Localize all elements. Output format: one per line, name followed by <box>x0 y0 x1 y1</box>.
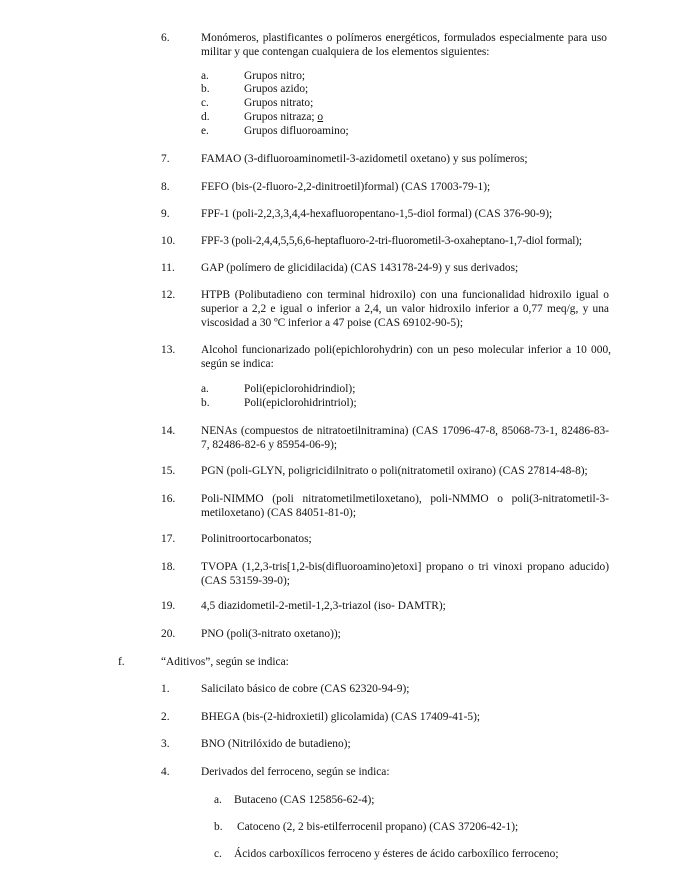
item-6d-text: Grupos nitraza; <box>244 111 315 123</box>
item-6e-text: Grupos difluoroamino; <box>244 125 349 137</box>
item-8-number: 8. <box>161 181 170 193</box>
item-6b-text: Grupos azido; <box>244 83 309 95</box>
item-f4a-text: Butaceno (CAS 125856-62-4); <box>234 794 375 806</box>
item-f3-text: BNO (Nitrilóxido de butadieno); <box>201 738 351 750</box>
item-11-text: GAP (polímero de glicidilacida) (CAS 143178-24-9) y sus derivados; <box>201 262 519 274</box>
item-17-number: 17. <box>161 533 176 545</box>
item-17-text: Polinitroortocarbonatos; <box>201 533 312 545</box>
item-6c-letter: c. <box>201 97 209 109</box>
item-f4c-letter: c. <box>214 848 222 860</box>
item-18-number: 18. <box>161 561 176 573</box>
item-16-number: 16. <box>161 493 176 505</box>
item-f4a-letter: a. <box>214 794 222 806</box>
item-10-text: FPF-3 (poli-2,4,4,5,5,6,6-heptafluoro-2-tri-fluorometil-3-oxaheptano-1,7-diol formal); <box>201 235 582 247</box>
item-11-number: 11. <box>161 262 175 274</box>
item-13-number: 13. <box>161 344 176 356</box>
item-15-text: PGN (poli-GLYN, poligricidilnitrato o poli(nitratometil oxirano) (CAS 27814-48-8); <box>201 465 588 477</box>
item-f4-text: Derivados del ferroceno, según se indica: <box>201 766 390 778</box>
item-f4c-text: Ácidos carboxílicos ferroceno y ésteres de ácido carboxílico ferroceno; <box>234 848 559 860</box>
item-6a-text: Grupos nitro; <box>244 70 306 82</box>
item-13b-letter: b. <box>201 397 210 409</box>
item-12-text: HTPB (Polibutadieno con terminal hidroxilo) con una funcionalidad hidroxilo igual o superior a 2,2 e igual o inferior a 2,4, un valor hidroxilo inferior a 0,77 meq/g, y una viscosidad a 30 ºC inferior a 47 poise (CAS 69102-90-5); <box>201 289 609 329</box>
item-6d-conjunction: o <box>317 111 324 123</box>
item-6-number: 6. <box>161 32 170 44</box>
item-9-text: FPF-1 (poli-2,2,3,3,4,4-hexafluoropentano-1,5-diol formal) (CAS 376-90-9); <box>201 208 553 220</box>
section-f-letter: f. <box>118 656 125 668</box>
item-6a-letter: a. <box>201 70 209 82</box>
item-19-number: 19. <box>161 600 176 612</box>
item-f4-number: 4. <box>161 766 170 778</box>
item-13a-text: Poli(epiclorohidrindiol); <box>244 383 356 395</box>
item-13a-letter: a. <box>201 383 209 395</box>
item-9-number: 9. <box>161 208 170 220</box>
item-f2-text: BHEGA (bis-(2-hidroxietil) glicolamida) (CAS 17409-41-5); <box>201 711 481 723</box>
item-13b-text: Poli(epiclorohidrintriol); <box>244 397 357 409</box>
item-18-text: TVOPA (1,2,3-tris[1,2-bis(difluoroamino)etoxi] propano o tri vinoxi propano aducido) (CAS 53159-39-0); <box>201 561 609 587</box>
item-14-number: 14. <box>161 425 176 437</box>
item-8-text: FEFO (bis-(2-fluoro-2,2-dinitroetil)formal) (CAS 17003-79-1); <box>201 181 491 193</box>
item-6-text: Monómeros, plastificantes o polímeros energéticos, formulados especialmente para uso militar y que contengan cualquiera de los elementos siguientes: <box>201 32 607 58</box>
item-f1-text: Salicilato básico de cobre (CAS 62320-94-9); <box>201 683 410 695</box>
item-12-number: 12. <box>161 289 176 301</box>
item-6b-letter: b. <box>201 83 210 95</box>
item-f3-number: 3. <box>161 738 170 750</box>
item-14-text: NENAs (compuestos de nitratoetilnitramina) (CAS 17096-47-8, 85068-73-1, 82486-83-7, 82486-82-6 y 85954-06-9); <box>201 425 609 451</box>
item-f4b-text: Catoceno (2, 2 bis-etilferrocenil propano) (CAS 37206-42-1); <box>237 821 519 833</box>
item-f4b-letter: b. <box>214 821 223 833</box>
item-6c-text: Grupos nitrato; <box>244 97 314 109</box>
item-20-number: 20. <box>161 628 176 640</box>
item-13-text: Alcohol funcionarizado poli(epichlorohydrin) con un peso molecular inferior a 10 000, según se indica: <box>201 344 611 370</box>
item-7-text: FAMAO (3-difluoroaminometil-3-azidometil oxetano) y sus polímeros; <box>201 153 528 165</box>
item-10-number: 10. <box>161 235 176 247</box>
item-6d-line <box>244 110 323 124</box>
item-16-text: Poli-NIMMO (poli nitratometilmetiloxetano), poli-NMMO o poli(3-nitratometil-3-metiloxetano) (CAS 84051-81-0); <box>201 493 609 519</box>
item-f2-number: 2. <box>161 711 170 723</box>
item-15-number: 15. <box>161 465 176 477</box>
item-f1-number: 1. <box>161 683 170 695</box>
item-19-text: 4,5 diazidometil-2-metil-1,2,3-triazol (iso- DAMTR); <box>201 600 446 612</box>
item-7-number: 7. <box>161 153 170 165</box>
item-20-text: PNO (poli(3-nitrato oxetano)); <box>201 628 341 640</box>
item-6e-letter: e. <box>201 125 209 137</box>
section-f-text: “Aditivos”, según se indica: <box>161 656 289 668</box>
item-6d-letter: d. <box>201 111 210 123</box>
